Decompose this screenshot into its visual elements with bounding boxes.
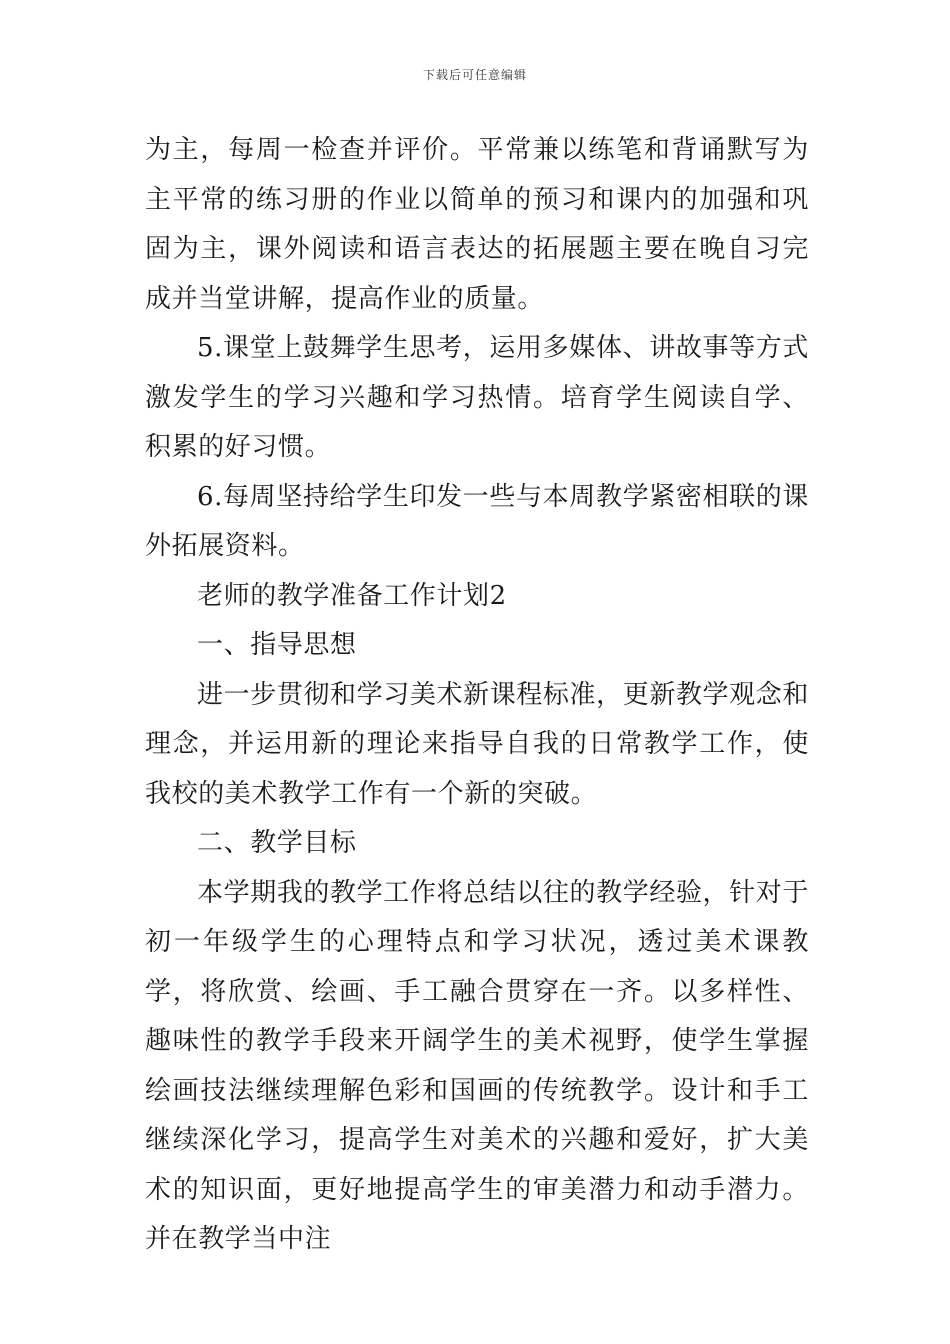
paragraph-teaching-goals: 本学期我的教学工作将总结以往的教学经验，针对于初一年级学生的心理特点和学习状况，透过美术课教学，将欣赏、绘画、手工融合贯穿在一齐。以多样性、趣味性的教学手段来开阔学生的美术视野，使学生掌握绘画技法继续理解色彩和国画的传统教学。设计和手工继续深化学习，提高学生对美术的兴趣和爱好，扩大美术的知识面，更好地提高学生的审美潜力和动手潜力。并在教学当中注 [145, 877, 809, 1254]
paragraph-item-6: 6.每周坚持给学生印发一些与本周教学紧密相联的课外拓展资料。 [145, 481, 809, 561]
heading-guiding-ideology: 一、指导思想 [197, 630, 357, 660]
paragraph-guiding-ideology: 进一步贯彻和学习美术新课程标准，更新教学观念和理念，并运用新的理论来指导自我的日常教学工作，使我校的美术教学工作有一个新的突破。 [145, 679, 809, 809]
heading-teaching-goals: 二、教学目标 [197, 828, 357, 858]
paragraph-homework: 为主，每周一检查并评价。平常兼以练笔和背诵默写为主平常的练习册的作业以简单的预习和课内的加强和巩固为主，课外阅读和语言表达的拓展题主要在晚自习完成并当堂讲解，提高作业的质量。 [145, 135, 809, 314]
paragraph-item-5: 5.课堂上鼓舞学生思考，运用多媒体、讲故事等方式激发学生的学习兴趣和学习热情。培育学生阅读自学、积累的好习惯。 [145, 333, 809, 462]
page-header: 下载后可任意编辑 [422, 68, 527, 82]
document-body [145, 126, 809, 1265]
section-title: 老师的教学准备工作计划2 [197, 580, 507, 611]
